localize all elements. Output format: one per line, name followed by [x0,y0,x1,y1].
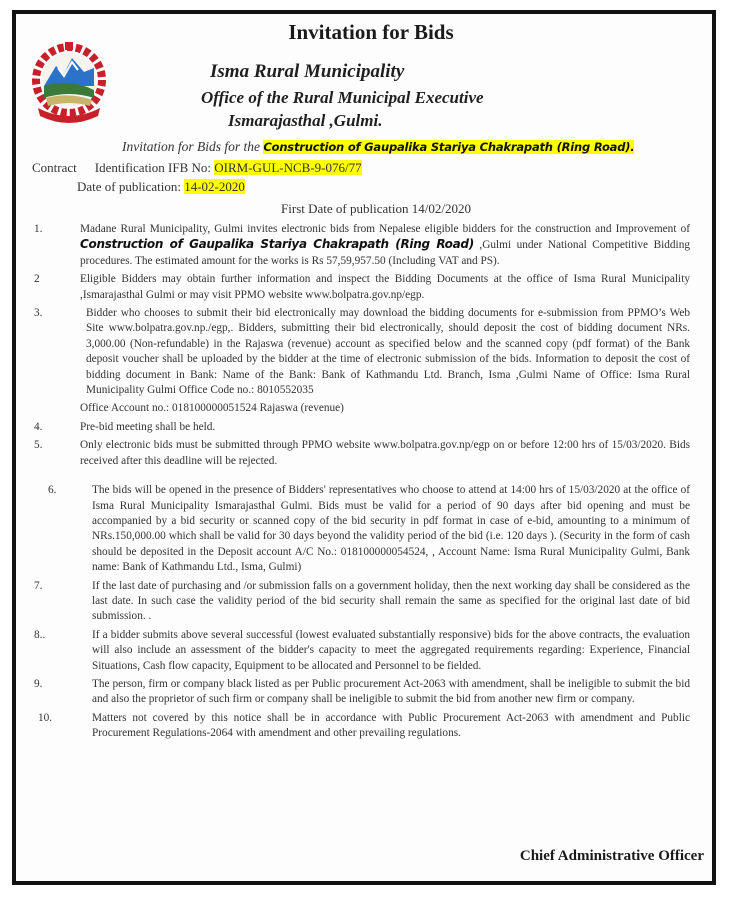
item-text: Pre-bid meeting shall be held. [80,420,216,433]
item-number: 10. [38,711,53,724]
item-text: If the last date of purchasing and /or submission falls on a government holiday, then the next working day shall be considered as the last date. In such case the validity period of the bid security shall remain the same as specified for the original last date of bid submission. . [92,579,690,623]
notice-item [30,483,690,575]
ifb-label: Identification IFB No: [94,160,212,175]
item-number: 4. [34,420,43,433]
first-publication-date: First Date of publication 14/02/2020 [281,201,471,216]
notice-item [30,677,690,708]
item-text: The person, firm or company black listed as per Public procurement Act-2063 with amendment, shall be ineligible to submit the bid and also the proprietor of such firm or company shall be ineligible to submit the bid from another new firm or company. [92,677,690,706]
office-name: Office of the Rural Municipal Executive [201,88,484,107]
item-number: 3. [34,307,43,320]
notice-item [30,438,690,469]
item-number: 1. [34,223,43,235]
notice-item [30,222,690,269]
project-name: Construction of Gaupalika Stariya Chakrapath (Ring Road). [263,140,635,154]
item-text: ,Gulmi under National Competitive Bidding procedures. The estimated amount for the works is Rs 57,59,957.50 (Including VAT and PS). [80,239,690,267]
municipality-name: Isma Rural Municipality [210,61,405,82]
item-number: 5. [34,439,43,452]
contract-id-line [32,160,362,176]
item-text: Madane Rural Municipality, Gulmi invites electronic bids from Nepalese eligible bidders for the construction and Improvement of [80,223,690,235]
item-text: Eligible Bidders may obtain further information and inspect the Bidding Documents at the office of Isma Rural Municipality ,Ismarajasthal Gulmi or may visit PPMO website www.bolpatra.gov.np/egp. [80,273,690,301]
publication-date: 14-02-2020 [184,179,245,194]
item-number: 9. [34,677,43,690]
item-number: 2 [34,273,40,286]
ifb-number: OIRM-GUL-NCB-9-076/77 [214,160,362,175]
office-account-line: Office Account no.: 018100000051524 Rajaswa (revenue) [80,402,344,415]
notice-item [30,711,690,742]
date-label: Date of publication: [77,179,181,194]
nepal-national-emblem-icon [32,38,106,128]
office-location: Ismarajasthal ,Gulmi. [228,111,383,130]
item-number: 6. [48,484,57,497]
notice-item [30,579,690,625]
item-text: Only electronic bids must be submitted through PPMO website www.bolpatra.gov.np/egp on or before 12:00 hrs of 15/03/2020. Bids received after this deadline will be rejected. [80,439,690,467]
signature-title: Chief Administrative Officer [519,848,704,864]
item-text: Matters not covered by this notice shall be in accordance with Public Procurement Act-2063 with amendment and Public Procurement Regulations-2064 with amendment and other prevailing regulations. [92,711,690,740]
contract-label: Contract [32,160,77,175]
notice-item [30,420,690,435]
item-text: If a bidder submits above several successful (lowest evaluated substantially responsive) bids for the above contracts, the evaluation will also include an assessment of the bidder's capacity to meet the aggregated requirements regarding: Experience, Financial Situations, Cash flow capacity, Equipment to be allocated and Personnel to be fielded. [92,628,690,672]
ifb-intro: Invitation for Bids for the [122,139,260,154]
item-text: The bids will be opened in the presence of Bidders' representatives who choose to attend at 14:00 hrs of 15/03/2020 at the office of Isma Rural Municipality Ismarajasthal Gulmi. Bids must be valid for a period of 90 days after bid opening and must be accompanied by a bid security or scanned copy of the bid security in pdf format in case of e-bid, amounting to a minimum of NRs.150,000.00 which shall be valid for 30 days beyond the validity period of the bid (i.e. 120 days ). (Security in the form of cash should be deposited in the Deposit account A/C No.: 018100000054524, , Account Name: Isma Rural Municipality Gulmi, Bank name: Bank of Kathmandu Ltd., Isma, Gulmi) [92,484,690,574]
item-text: Bidder who chooses to submit their bid electronically may download the bidding documents for e-submission from PPMO’s Web Site www.bolpatra.gov.np./egp,. Bidders, submitting their bid electronically, should deposit the cost of bidding document NRs. 3,000.00 (Non-refundable) in the Rajaswa (revenue) account as specified below and the scanned copy (pdf format) of the Bank deposit voucher shall be uploaded by the bidder at the time of electronic submission of the bids. Information to deposit the cost of bidding document in Bank: Name of the Bank: Bank of Kathmandu Ltd. Branch, Isma ,Gulmi Name of Office: Isma Rural Municipality Gulmi Office Code no.: 8010552035 [86,307,690,397]
notice-item [30,272,690,303]
notice-item [30,628,690,674]
notice-item [30,306,690,398]
publication-date-line [77,179,245,195]
item-number: 8.. [34,628,46,641]
item-number: 7. [34,579,43,592]
notice-items [30,222,690,745]
item-project-name: Construction of Gaupalika Stariya Chakrapath (Ring Road) [80,237,474,252]
ifb-project-line [122,139,634,155]
page-title: Invitation for Bids [288,20,454,44]
